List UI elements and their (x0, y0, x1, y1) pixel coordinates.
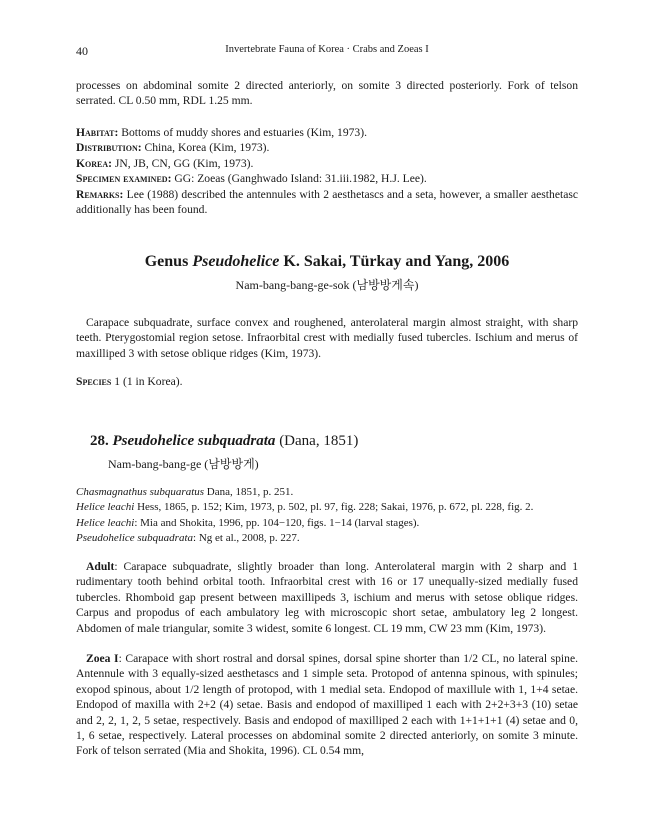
synonym-ref: Dana, 1851, p. 251. (204, 486, 294, 498)
intro-paragraph: processes on abdominal somite 2 directed anteriorly, on somite 3 directed posteriorly. Fork of telson serrated. CL 0.50 mm, RDL 1.25 mm. (76, 79, 578, 108)
species-korean-name: Nam-bang-bang-ge (남방방게) (108, 457, 259, 471)
details-block (76, 125, 578, 217)
habitat-label: Habitat: (76, 126, 119, 139)
synonymy-item (76, 516, 578, 531)
species-authority: (Dana, 1851) (275, 433, 359, 449)
species-heading (90, 433, 358, 450)
species-count-text: 1 (1 in Korea). (111, 375, 183, 388)
genus-species-count (76, 374, 578, 389)
species-name: Pseudohelice subquadrata (112, 433, 276, 449)
genus-description: Carapace subquadrate, surface convex and roughened, anterolateral margin almost straight, with sharp teeth. Pterygostomial region setose. Infraorbital crest with medially fused tubercles. Ischium and merus of maxilliped 3 with setose oblique ridges (Kim, 1973). (76, 316, 578, 360)
specimen-text: GG: Zoeas (Ganghwado Island: 31.iii.1982, H.J. Lee). (171, 172, 427, 186)
adult-description (76, 559, 578, 636)
habitat-text: Bottoms of muddy shores and estuaries (Kim, 1973). (118, 126, 367, 139)
distribution-text: China, Korea (Kim, 1973). (141, 141, 270, 155)
genus-prefix: Genus (144, 253, 193, 270)
synonym-ref: : Mia and Shokita, 1996, pp. 104−120, figs. 1−14 (larval stages). (134, 516, 420, 529)
korea-line (76, 156, 578, 171)
page-number: 40 (76, 44, 88, 58)
distribution-line (76, 140, 578, 155)
synonym-name: Helice leachi (76, 501, 135, 514)
habitat-line (76, 125, 578, 140)
genus-authority: K. Sakai, Türkay and Yang, 2006 (279, 253, 510, 270)
page-header (76, 44, 578, 58)
synonymy-item (76, 500, 578, 515)
genus-heading (76, 253, 578, 271)
synonymy-item (76, 485, 578, 500)
adult-label: Adult (86, 560, 115, 573)
remarks-line (76, 187, 578, 218)
korea-text: JN, JB, CN, GG (Kim, 1973). (112, 156, 254, 170)
zoea-description (76, 651, 578, 759)
remarks-label: Remarks: (76, 187, 124, 201)
synonym-name: Pseudohelice subquadrata (76, 532, 194, 545)
species-number: 28. (90, 433, 109, 449)
korea-label: Korea: (76, 156, 112, 170)
synonym-ref: : Ng et al., 2008, p. 227. (193, 532, 300, 545)
synonymy-item (76, 531, 578, 546)
genus-korean-name: Nam-bang-bang-ge-sok (남방방게속) (235, 278, 419, 292)
species-label: Species (76, 375, 112, 388)
synonym-name: Chasmagnathus subquaratus (76, 486, 205, 498)
specimen-line (76, 171, 578, 186)
specimen-label: Specimen examined: (76, 172, 172, 186)
synonym-name: Helice leachi (76, 516, 135, 529)
synonym-ref: Hess, 1865, p. 152; Kim, 1973, p. 502, pl. 97, fig. 228; Sakai, 1976, p. 672, pl. 228, fig. 2. (134, 501, 534, 514)
zoea-text: : Carapace with short rostral and dorsal spines, dorsal spine shorter than 1/2 CL, no lateral spine. Antennule with 3 equally-sized aesthetascs and 1 simple seta. Protopod of antenna spinous, with spinules; exopod spinous, about 1/2 length of protopod, with 1 medial seta. Endopod of maxillule with 1, 1+4 setae. Endopod of maxilla with 2+2 (4) setae. Basis and endopod of maxilliped 1 each with 2+2+3+3 (10) setae and 2, 2, 1, 2, 5 setae, respectively. Basis and endopod of maxilliped 2 each with 1+1+1+1 (4) setae and 0, 1, 6 setae, respectively. Lateral processes on abdominal somite 2 directed anteriorly, on somite 3 minute. Fork of telson serrated (Mia and Shokita, 1996). CL 0.54 mm, (76, 652, 578, 758)
genus-name: Pseudohelice (192, 253, 280, 270)
remarks-text: Lee (1988) described the antennules with 2 aesthetascs and a seta, however, a smaller aesthetasc additionally has been found. (76, 187, 578, 217)
adult-text: : Carapace subquadrate, slightly broader than long. Anterolateral margin with 2 sharp and 1 rudimentary tooth behind orbital tooth. Infraorbital crest with 16 or 17 unequally-sized medially fused tubercles. Rhomboid gap present between maxillipeds 3, ischium and merus with setose oblique ridges. Carpus and propodus of each ambulatory leg with microscopic short setae, ambulatory leg 2 longest. Abdomen of male triangular, somite 3 widest, somite 6 longest. CL 19 mm, CW 23 mm (Kim, 1973). (76, 560, 578, 635)
zoea-label: Zoea I (86, 652, 119, 665)
synonymy-list (76, 485, 578, 547)
running-title: Invertebrate Fauna of Korea · Crabs and Zoeas I (225, 44, 429, 55)
distribution-label: Distribution: (76, 141, 142, 155)
